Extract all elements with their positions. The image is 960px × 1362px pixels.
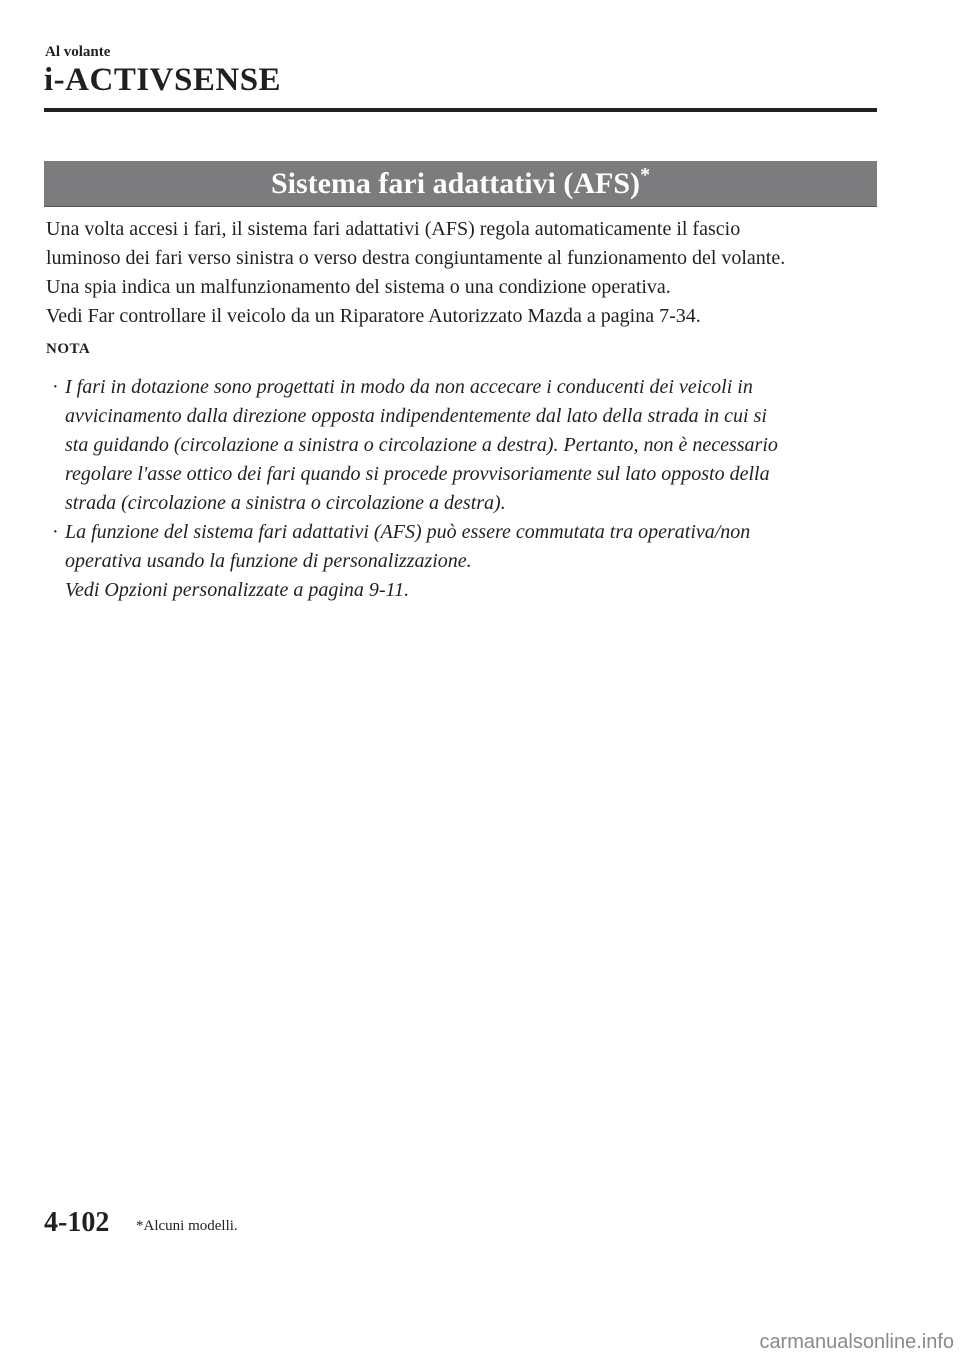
section-banner [44,161,877,207]
header-rule [44,108,877,112]
intro-line: Una spia indica un malfunzionamento del sistema o una condizione operativa. [46,276,671,298]
watermark: carmanualsonline.info [759,1331,954,1353]
intro-line-link[interactable]: Vedi Far controllare il veicolo da un Riparatore Autorizzato Mazda a pagina 7-34. [46,305,701,327]
note-item [46,518,876,605]
page-number: 4-102 [44,1207,110,1238]
footnote: *Alcuni modelli. [136,1218,238,1234]
intro-line: luminoso dei fari verso sinistra o verso destra congiuntamente al funzionamento del volante. [46,247,786,269]
note-line: avvicinamento dalla direzione opposta indipendentemente dal lato della strada in cui si [65,405,767,427]
bullet: · [52,376,59,398]
note-line: I fari in dotazione sono progettati in modo da non accecare i conducenti dei veicoli in [65,376,753,398]
note-item [46,373,876,518]
note-line: operativa usando la funzione di personalizzazione. [65,550,472,572]
intro-text [46,215,886,331]
note-line: regolare l'asse ottico dei fari quando si procede provvisoriamente sul lato opposto della [65,463,770,485]
note-title: NOTA [46,341,91,357]
bullet: · [52,521,59,543]
section-banner-marker: * [640,164,651,186]
intro-line: Una volta accesi i fari, il sistema fari adattativi (AFS) regola automaticamente il fascio [46,218,741,240]
note-line: sta guidando (circolazione a sinistra o circolazione a destra). Pertanto, non è necessario [65,434,778,456]
section-banner-title: Sistema fari adattativi (AFS) [270,167,641,200]
note-list [46,373,876,605]
chapter-title: i-ACTIVSENSE [44,62,282,98]
note-line: La funzione del sistema fari adattativi (AFS) può essere commutata tra operativa/non [65,521,751,543]
note-line-link[interactable]: Vedi Opzioni personalizzate a pagina 9-11. [65,579,410,601]
section-kicker: Al volante [45,44,111,60]
note-line: strada (circolazione a sinistra o circolazione a destra). [65,492,506,514]
